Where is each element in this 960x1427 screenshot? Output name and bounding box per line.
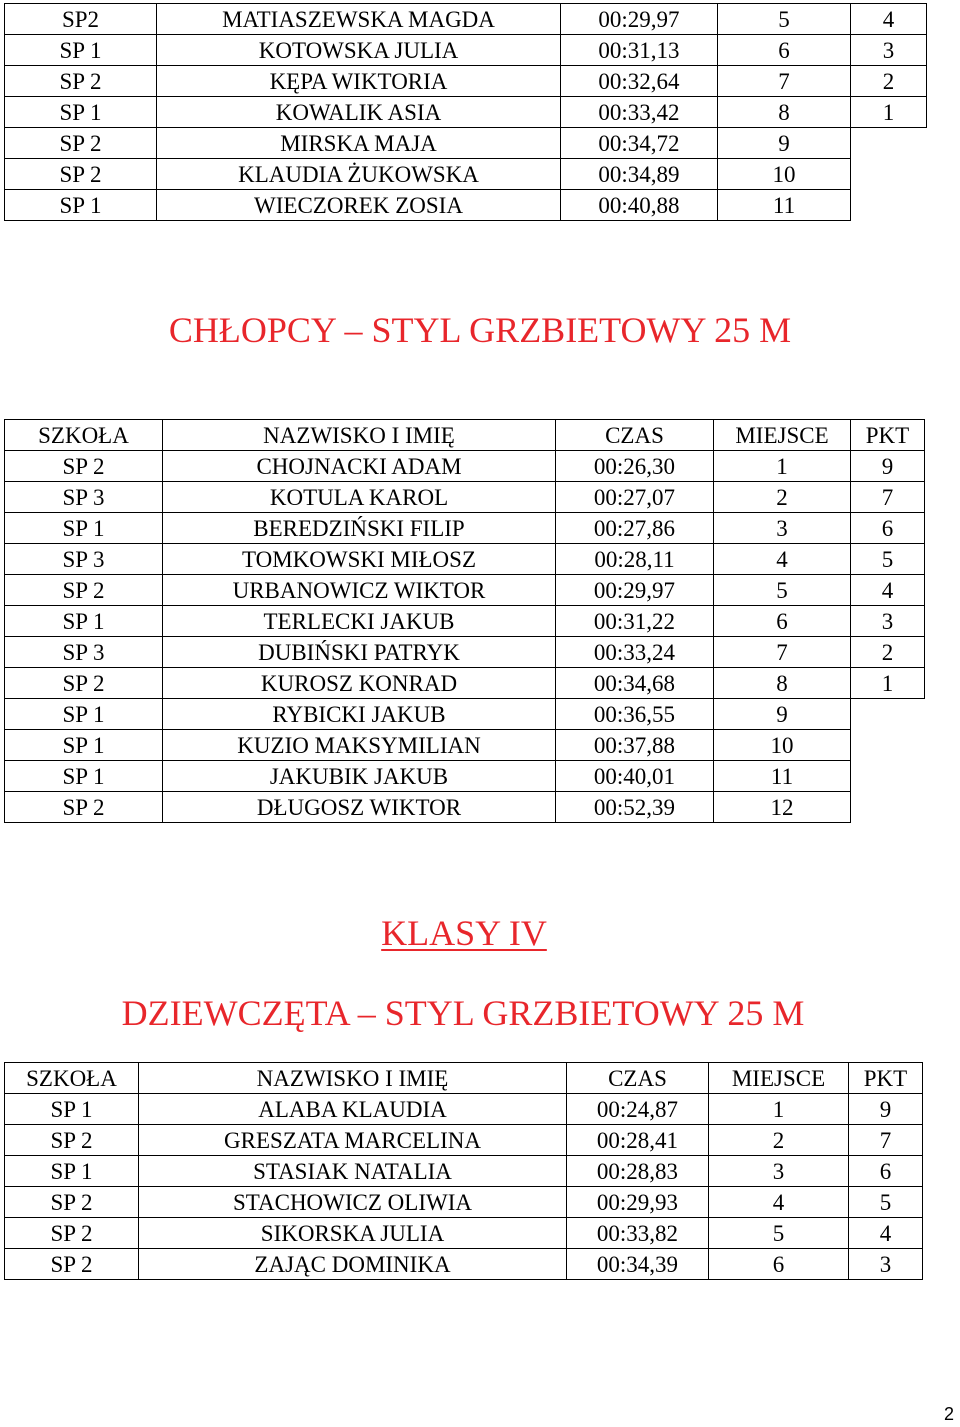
- cell-place: 7: [718, 66, 851, 97]
- cell-school: SP 2: [5, 668, 163, 699]
- cell-place: 1: [709, 1094, 849, 1125]
- cell-name: ZAJĄC DOMINIKA: [139, 1249, 567, 1280]
- section-title-girls: DZIEWCZĘTA – STYL GRZBIETOWY 25 M: [121, 993, 805, 1033]
- cell-place: 11: [718, 190, 851, 221]
- cell-points: 7: [849, 1125, 923, 1156]
- table-row: [5, 1218, 923, 1249]
- cell-place: 9: [714, 699, 851, 730]
- table-row: [5, 606, 925, 637]
- cell-school: SP 2: [5, 575, 163, 606]
- cell-points: 7: [851, 482, 925, 513]
- results-table-girls: [4, 1062, 923, 1280]
- table-row: [5, 1156, 923, 1187]
- cell-school: SP 1: [5, 699, 163, 730]
- cell-school: SP 2: [5, 128, 157, 159]
- cell-name: GRESZATA MARCELINA: [139, 1125, 567, 1156]
- cell-points: 9: [849, 1094, 923, 1125]
- table-header-row: [5, 1063, 923, 1094]
- table-row: [5, 159, 927, 190]
- table-row: [5, 97, 927, 128]
- cell-time: 00:34,89: [561, 159, 718, 190]
- cell-points: 2: [851, 637, 925, 668]
- cell-place: 11: [714, 761, 851, 792]
- header-cell-school: SZKOŁA: [5, 1063, 139, 1094]
- cell-points: 5: [849, 1187, 923, 1218]
- cell-points: 4: [849, 1218, 923, 1249]
- table-header-row: [5, 420, 925, 451]
- cell-school: SP 2: [5, 451, 163, 482]
- cell-name: JAKUBIK JAKUB: [163, 761, 556, 792]
- cell-place: 6: [714, 606, 851, 637]
- cell-time: 00:33,24: [556, 637, 714, 668]
- cell-time: 00:28,41: [567, 1125, 709, 1156]
- cell-school: SP 1: [5, 190, 157, 221]
- cell-name: MIRSKA MAJA: [157, 128, 561, 159]
- cell-points: [851, 699, 925, 730]
- cell-time: 00:40,88: [561, 190, 718, 221]
- table-row: [5, 699, 925, 730]
- cell-name: BEREDZIŃSKI FILIP: [163, 513, 556, 544]
- cell-place: 10: [718, 159, 851, 190]
- cell-name: KOWALIK ASIA: [157, 97, 561, 128]
- table-row: [5, 482, 925, 513]
- table-row: [5, 1187, 923, 1218]
- cell-place: 7: [714, 637, 851, 668]
- cell-place: 5: [714, 575, 851, 606]
- cell-name: KOTULA KAROL: [163, 482, 556, 513]
- cell-place: 3: [714, 513, 851, 544]
- cell-time: 00:34,68: [556, 668, 714, 699]
- cell-time: 00:31,22: [556, 606, 714, 637]
- cell-points: 9: [851, 451, 925, 482]
- cell-school: SP 2: [5, 66, 157, 97]
- table-row: [5, 1094, 923, 1125]
- cell-school: SP2: [5, 4, 157, 35]
- cell-name: TERLECKI JAKUB: [163, 606, 556, 637]
- cell-points: 6: [851, 513, 925, 544]
- cell-place: 6: [718, 35, 851, 66]
- cell-time: 00:33,82: [567, 1218, 709, 1249]
- cell-time: 00:33,42: [561, 97, 718, 128]
- cell-time: 00:27,07: [556, 482, 714, 513]
- cell-name: ALABA KLAUDIA: [139, 1094, 567, 1125]
- header-cell-time: CZAS: [556, 420, 714, 451]
- cell-place: 5: [718, 4, 851, 35]
- cell-school: SP 2: [5, 1218, 139, 1249]
- page-number: 2: [943, 1404, 954, 1424]
- cell-points: 4: [851, 575, 925, 606]
- cell-school: SP 1: [5, 1156, 139, 1187]
- cell-name: KĘPA WIKTORIA: [157, 66, 561, 97]
- header-cell-points: PKT: [849, 1063, 923, 1094]
- cell-name: SIKORSKA JULIA: [139, 1218, 567, 1249]
- cell-place: 8: [718, 97, 851, 128]
- cell-time: 00:28,11: [556, 544, 714, 575]
- cell-place: 12: [714, 792, 851, 823]
- cell-name: TOMKOWSKI MIŁOSZ: [163, 544, 556, 575]
- table-row: [5, 451, 925, 482]
- cell-school: SP 2: [5, 1187, 139, 1218]
- cell-school: SP 3: [5, 482, 163, 513]
- table-row: [5, 190, 927, 221]
- table-row: [5, 544, 925, 575]
- cell-school: SP 1: [5, 97, 157, 128]
- cell-name: RYBICKI JAKUB: [163, 699, 556, 730]
- cell-school: SP 1: [5, 35, 157, 66]
- cell-name: WIECZOREK ZOSIA: [157, 190, 561, 221]
- table-row: [5, 1125, 923, 1156]
- table-row: [5, 792, 925, 823]
- cell-school: SP 1: [5, 730, 163, 761]
- cell-points: [851, 792, 925, 823]
- cell-school: SP 3: [5, 544, 163, 575]
- cell-place: 4: [709, 1187, 849, 1218]
- cell-school: SP 1: [5, 513, 163, 544]
- cell-time: 00:29,97: [561, 4, 718, 35]
- cell-school: SP 3: [5, 637, 163, 668]
- cell-points: 2: [851, 66, 927, 97]
- cell-points: 3: [851, 35, 927, 66]
- cell-name: KLAUDIA ŻUKOWSKA: [157, 159, 561, 190]
- cell-place: 4: [714, 544, 851, 575]
- cell-place: 2: [709, 1125, 849, 1156]
- table-row: [5, 761, 925, 792]
- header-cell-place: MIEJSCE: [709, 1063, 849, 1094]
- cell-points: [851, 761, 925, 792]
- cell-points: 1: [851, 668, 925, 699]
- cell-time: 00:37,88: [556, 730, 714, 761]
- cell-points: 5: [851, 544, 925, 575]
- cell-time: 00:28,83: [567, 1156, 709, 1187]
- header-cell-name: NAZWISKO I IMIĘ: [163, 420, 556, 451]
- cell-points: 1: [851, 97, 927, 128]
- table-row: [5, 128, 927, 159]
- header-cell-place: MIEJSCE: [714, 420, 851, 451]
- cell-points: 3: [851, 606, 925, 637]
- table-row: [5, 513, 925, 544]
- cell-place: 2: [714, 482, 851, 513]
- cell-time: 00:27,86: [556, 513, 714, 544]
- cell-name: STACHOWICZ OLIWIA: [139, 1187, 567, 1218]
- cell-place: 1: [714, 451, 851, 482]
- table-row: [5, 730, 925, 761]
- cell-place: 3: [709, 1156, 849, 1187]
- cell-time: 00:52,39: [556, 792, 714, 823]
- results-table-boys: [4, 419, 925, 823]
- cell-time: 00:29,97: [556, 575, 714, 606]
- cell-school: SP 2: [5, 159, 157, 190]
- header-cell-time: CZAS: [567, 1063, 709, 1094]
- cell-school: SP 1: [5, 1094, 139, 1125]
- cell-school: SP 1: [5, 761, 163, 792]
- cell-time: 00:26,30: [556, 451, 714, 482]
- cell-time: 00:29,93: [567, 1187, 709, 1218]
- cell-time: 00:31,13: [561, 35, 718, 66]
- header-cell-school: SZKOŁA: [5, 420, 163, 451]
- cell-points: [851, 128, 927, 159]
- cell-time: 00:40,01: [556, 761, 714, 792]
- header-cell-points: PKT: [851, 420, 925, 451]
- cell-time: 00:32,64: [561, 66, 718, 97]
- cell-points: 4: [851, 4, 927, 35]
- cell-school: SP 1: [5, 606, 163, 637]
- cell-name: MATIASZEWSKA MAGDA: [157, 4, 561, 35]
- cell-school: SP 2: [5, 1249, 139, 1280]
- cell-name: KUROSZ KONRAD: [163, 668, 556, 699]
- table-row: [5, 1249, 923, 1280]
- table-row: [5, 637, 925, 668]
- cell-points: 6: [849, 1156, 923, 1187]
- header-cell-name: NAZWISKO I IMIĘ: [139, 1063, 567, 1094]
- cell-name: STASIAK NATALIA: [139, 1156, 567, 1187]
- cell-place: 6: [709, 1249, 849, 1280]
- cell-school: SP 2: [5, 792, 163, 823]
- results-table-girls-continued: [4, 3, 927, 221]
- table-row: [5, 668, 925, 699]
- cell-time: 00:34,39: [567, 1249, 709, 1280]
- cell-place: 10: [714, 730, 851, 761]
- table-row: [5, 35, 927, 66]
- cell-points: [851, 159, 927, 190]
- cell-name: CHOJNACKI ADAM: [163, 451, 556, 482]
- cell-name: KUZIO MAKSYMILIAN: [163, 730, 556, 761]
- table-row: [5, 575, 925, 606]
- cell-name: KOTOWSKA JULIA: [157, 35, 561, 66]
- cell-school: SP 2: [5, 1125, 139, 1156]
- cell-points: [851, 190, 927, 221]
- cell-name: DŁUGOSZ WIKTOR: [163, 792, 556, 823]
- cell-time: 00:36,55: [556, 699, 714, 730]
- table-row: [5, 66, 927, 97]
- cell-time: 00:34,72: [561, 128, 718, 159]
- cell-name: DUBIŃSKI PATRYK: [163, 637, 556, 668]
- cell-points: 3: [849, 1249, 923, 1280]
- cell-place: 9: [718, 128, 851, 159]
- section-heading-klasy: KLASY IV: [381, 913, 547, 953]
- cell-place: 8: [714, 668, 851, 699]
- cell-points: [851, 730, 925, 761]
- cell-place: 5: [709, 1218, 849, 1249]
- cell-name: URBANOWICZ WIKTOR: [163, 575, 556, 606]
- table-row: [5, 4, 927, 35]
- cell-time: 00:24,87: [567, 1094, 709, 1125]
- section-title-boys: CHŁOPCY – STYL GRZBIETOWY 25 M: [168, 310, 792, 350]
